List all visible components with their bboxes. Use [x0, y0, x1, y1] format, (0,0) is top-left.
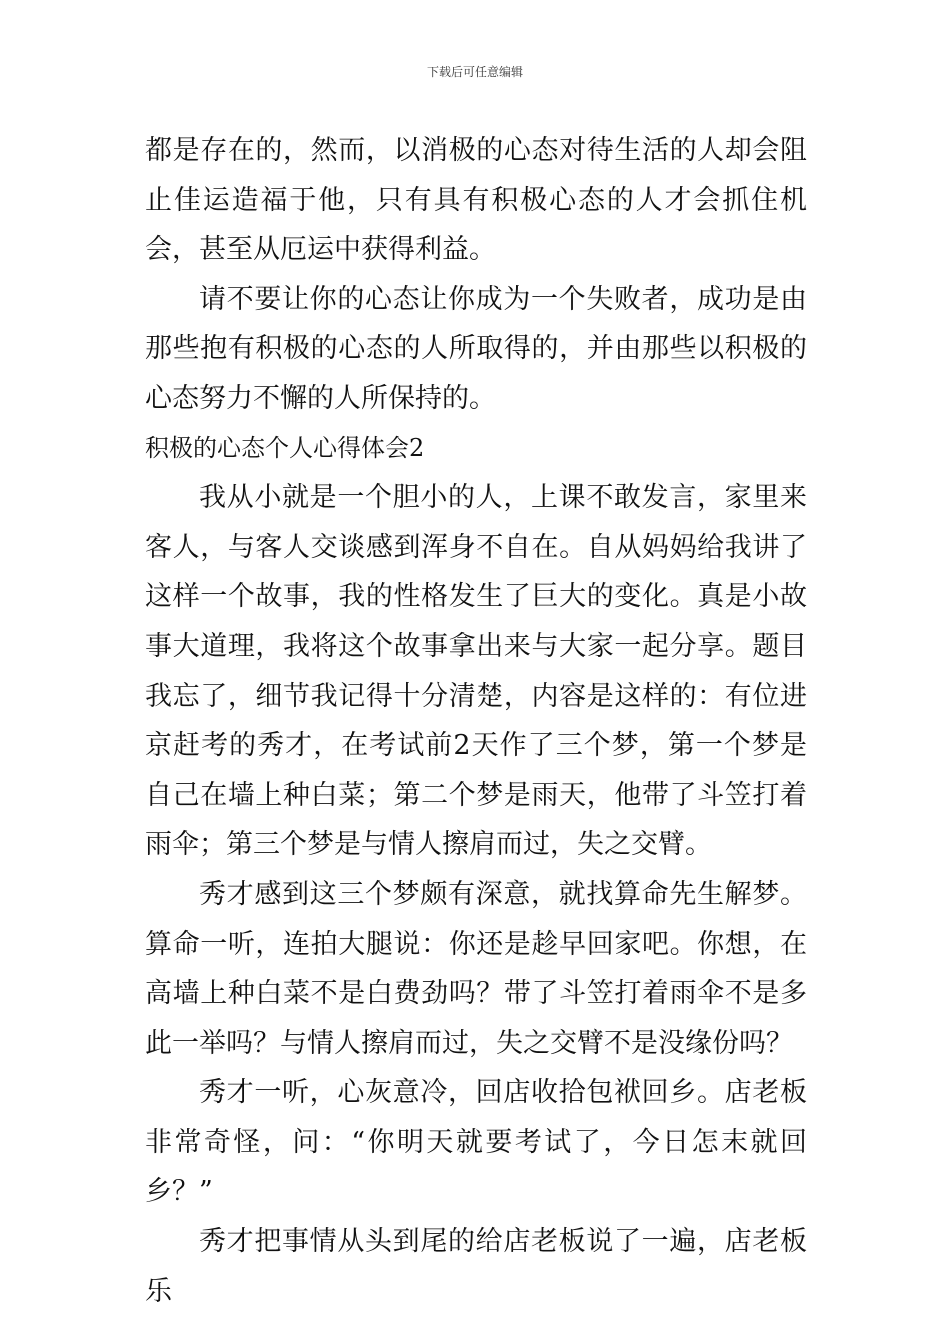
paragraph-story-intro: 我从小就是一个胆小的人，上课不敢发言，家里来客人，与客人交谈感到浑身不自在。自从妈妈给我讲了这样一个故事，我的性格发生了巨大的变化。真是小故事大道理，我将这个故事拿出来与大家一起分享。题目我忘了，细节我记得十分清楚，内容是这样的：有位进京赶考的秀才，在考试前2天作了三个梦，第一个梦是自己在墙上种白菜；第二个梦是雨天，他带了斗笠打着雨伞；第三个梦是与情人擦肩而过，失之交臂。	[145, 482, 807, 861]
document-body	[145, 126, 807, 1316]
paragraph-failure-warning: 请不要让你的心态让你成为一个失败者，成功是由那些抱有积极的心态的人所取得的，并由那些以积极的心态努力不懈的人所保持的。	[145, 283, 807, 414]
paragraph-innkeeper-question: 秀才一听，心灰意冷，回店收拾包袱回乡。店老板非常奇怪，问：“你明天就要考试了，今日怎末就回乡？”	[145, 1077, 807, 1208]
page-header-note: 下载后可任意编辑	[426, 65, 523, 79]
paragraph-story-continued: 秀才把事情从头到尾的给店老板说了一遍，店老板乐	[145, 1226, 807, 1307]
paragraph-continued: 都是存在的，然而，以消极的心态对待生活的人却会阻止佳运造福于他，只有具有积极心态的人才会抓住机会，甚至从厄运中获得利益。	[145, 135, 807, 266]
section-heading: 积极的心态个人心得体会2	[145, 433, 425, 462]
paragraph-fortune-teller: 秀才感到这三个梦颇有深意，就找算命先生解梦。算命一听，连拍大腿说：你还是趁早回家吧。你想，在高墙上种白菜不是白费劲吗？带了斗笠打着雨伞不是多此一举吗？与情人擦肩而过，失之交臂不是没缘份吗？	[145, 878, 807, 1059]
